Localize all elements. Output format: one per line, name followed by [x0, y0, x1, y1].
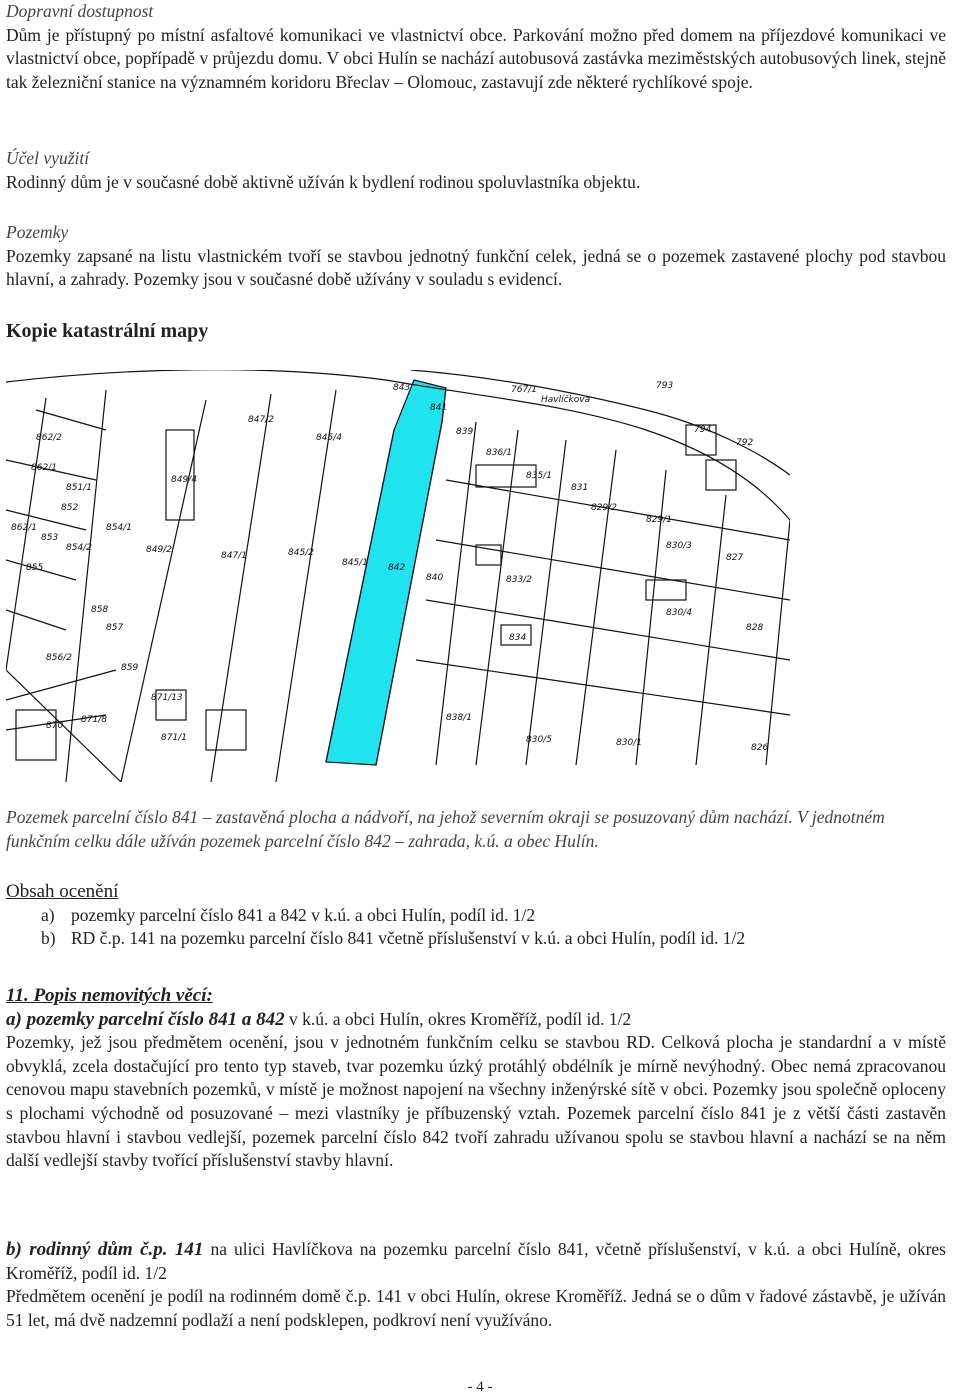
section-11b-title: b) rodinný dům č.p. 141	[6, 1239, 204, 1260]
label-849-2: 849/2	[146, 545, 172, 555]
usage-section	[6, 147, 946, 194]
label-840: 840	[426, 573, 444, 583]
label-830-5: 830/5	[526, 735, 552, 745]
valuation-section	[6, 880, 946, 951]
label-836-1: 836/1	[486, 448, 512, 458]
label-847-1: 847/1	[221, 551, 247, 561]
valuation-item-a	[6, 904, 946, 928]
label-829-1: 829/1	[646, 515, 672, 525]
label-827: 827	[726, 553, 744, 563]
label-845-2: 845/2	[288, 548, 314, 558]
map-labels	[11, 381, 768, 753]
section-11a-title: a) pozemky parcelní číslo 841 a 842	[6, 1008, 285, 1030]
label-767-1: 767/1	[511, 385, 537, 395]
label-794: 794	[694, 425, 712, 435]
label-792: 792	[736, 438, 754, 448]
section-11b-title-line	[6, 1238, 946, 1285]
label-859: 859	[121, 663, 139, 673]
label-842: 842	[388, 563, 406, 573]
section-11a-text: Pozemky, jež jsou předmětem ocenění, jsou v jednotném funkčním celku se stavbou RD. Celková plocha je standardní a v místě obvyklá, zcela dostačující pro tento typ staveb, tvar pozemku úzký protáhlý obdélník je mírně nevýhodný. Obec nemá zpracovanou cenovou mapu stavebních pozemků, v místě je možnost napojení na všechny inženýrské sítě v obci. Pozemky jsou společně oploceny s plochami východně od posuzované – mezi vlastníky je příbuzenský vztah. Pozemek parcelní číslo 841 je z větší části zastavěn stavbou hlavní i stavbou vedlejší, pozemek parcelní číslo 842 tvoří zahradu užívanou spolu se stavbou hlavní a nachází se na něm další vedlejší stavby tvořící příslušenství stavby hlavní.	[6, 1032, 946, 1171]
label-870: 870	[46, 721, 64, 731]
label-845-4: 845/4	[316, 433, 342, 443]
label-871-13: 871/13	[151, 693, 183, 703]
label-843: 843	[393, 383, 411, 393]
usage-text: Rodinný dům je v současné době aktivně užíván k bydlení rodinou spoluvlastníka objektu.	[6, 171, 641, 192]
valuation-heading: Obsah ocenění	[6, 881, 119, 902]
land-text: Pozemky zapsané na listu vlastnickém tvoří se stavbou jednotný funkční celek, jedná se o pozemek zastavené plochy pod stavbou hlavní, a zahrady. Pozemky jsou v současné době užívány v souladu s evidencí.	[6, 245, 946, 290]
section-11a-title-line	[6, 1008, 946, 1032]
label-831: 831	[571, 483, 589, 493]
label-847-2: 847/2	[248, 415, 274, 425]
road-curve-2	[411, 370, 790, 475]
label-havlickova: Havlíčkova	[541, 395, 591, 405]
label-830-1: 830/1	[616, 738, 642, 748]
section-11b-rest: na ulici Havlíčkova na pozemku parcelní číslo 841, včetně příslušenství, v k.ú. a obci Hulíně, okres Kroměříž, podíl id. 1/2	[6, 1239, 946, 1283]
valuation-item-a-marker: a)	[41, 904, 55, 925]
label-845-1: 845/1	[342, 558, 368, 568]
map-caption-wrap	[6, 806, 946, 853]
label-835-1: 835/1	[526, 471, 552, 481]
map-heading: Kopie katastrální mapy	[6, 320, 209, 342]
label-854-2: 854/2	[66, 543, 92, 553]
label-851-1: 851/1	[66, 483, 92, 493]
label-862-1a: 862/1	[31, 463, 57, 473]
label-838-1: 838/1	[446, 713, 472, 723]
label-862-2: 862/2	[36, 433, 62, 443]
label-871-1: 871/1	[161, 733, 187, 743]
section-11b-text: Předmětem ocenění je podíl na rodinném domě č.p. 141 v obci Hulín, okrese Kroměříž. Jedná se o dům v řadové zástavbě, je užíván 51 let, má dvě nadzemní podlaží a není podsklepen, podkroví není využíváno.	[6, 1286, 946, 1330]
label-852: 852	[61, 503, 79, 513]
map-caption: Pozemek parcelní číslo 841 – zastavěná plocha a nádvoří, na jehož severním okraji se posuzovaný dům nachází. V jednotném funkčním celku dále užíván pozemek parcelní číslo 842 – zahrada, k.ú. a obec Hulín.	[6, 807, 885, 851]
label-871-8: 871/8	[81, 715, 107, 725]
label-849-4: 849/4	[171, 475, 197, 485]
label-833-2: 833/2	[506, 575, 532, 585]
access-section	[6, 0, 946, 94]
label-830-4: 830/4	[666, 608, 692, 618]
label-828: 828	[746, 623, 764, 633]
label-856-2: 856/2	[46, 653, 72, 663]
valuation-item-a-text: pozemky parcelní číslo 841 a 842 v k.ú. a obci Hulín, podíl id. 1/2	[71, 904, 536, 925]
valuation-item-b-text: RD č.p. 141 na pozemku parcelní číslo 841 včetně příslušenství v k.ú. a obci Hulín, podíl id. 1/2	[71, 928, 746, 949]
label-830-3: 830/3	[666, 541, 692, 551]
label-853: 853	[41, 533, 59, 543]
page-number: - 4 -	[467, 1379, 493, 1395]
land-section	[6, 221, 946, 292]
valuation-item-b	[6, 927, 946, 951]
label-857: 857	[106, 623, 124, 633]
access-text: Dům je přístupný po místní asfaltové komunikaci ve vlastnictví obce. Parkování možno před domem na příjezdové komunikaci ve vlastnictví obce, popřípadě v průjezdu domu. V obci Hulín se nachází autobusová zastávka meziměstských autobusových linek, stejně tak železniční stanice na významném koridoru Břeclav – Olomouc, zastavují zde některé rychlíkové spoje.	[6, 24, 946, 92]
section-11a-rest: v k.ú. a obci Hulín, okres Kroměříž, podíl id. 1/2	[284, 1008, 632, 1029]
label-841: 841	[430, 403, 448, 413]
section-11b	[6, 1238, 946, 1332]
label-839: 839	[456, 427, 474, 437]
map-heading-wrap	[6, 320, 946, 344]
section-11	[6, 984, 946, 1173]
label-793: 793	[656, 381, 674, 391]
label-829-2: 829/2	[591, 503, 617, 513]
label-834: 834	[509, 633, 527, 643]
label-862-1b: 862/1	[11, 523, 37, 533]
access-heading: Dopravní dostupnost	[6, 1, 154, 21]
label-854-1: 854/1	[106, 523, 132, 533]
cadastral-map	[6, 370, 790, 782]
land-heading: Pozemky	[6, 222, 69, 242]
label-826: 826	[751, 743, 769, 753]
section-11-heading: 11. Popis nemovitých věcí:	[6, 985, 213, 1006]
label-855: 855	[26, 563, 44, 573]
valuation-item-b-marker: b)	[41, 928, 56, 949]
label-858: 858	[91, 605, 109, 615]
usage-heading: Účel využití	[6, 148, 90, 168]
